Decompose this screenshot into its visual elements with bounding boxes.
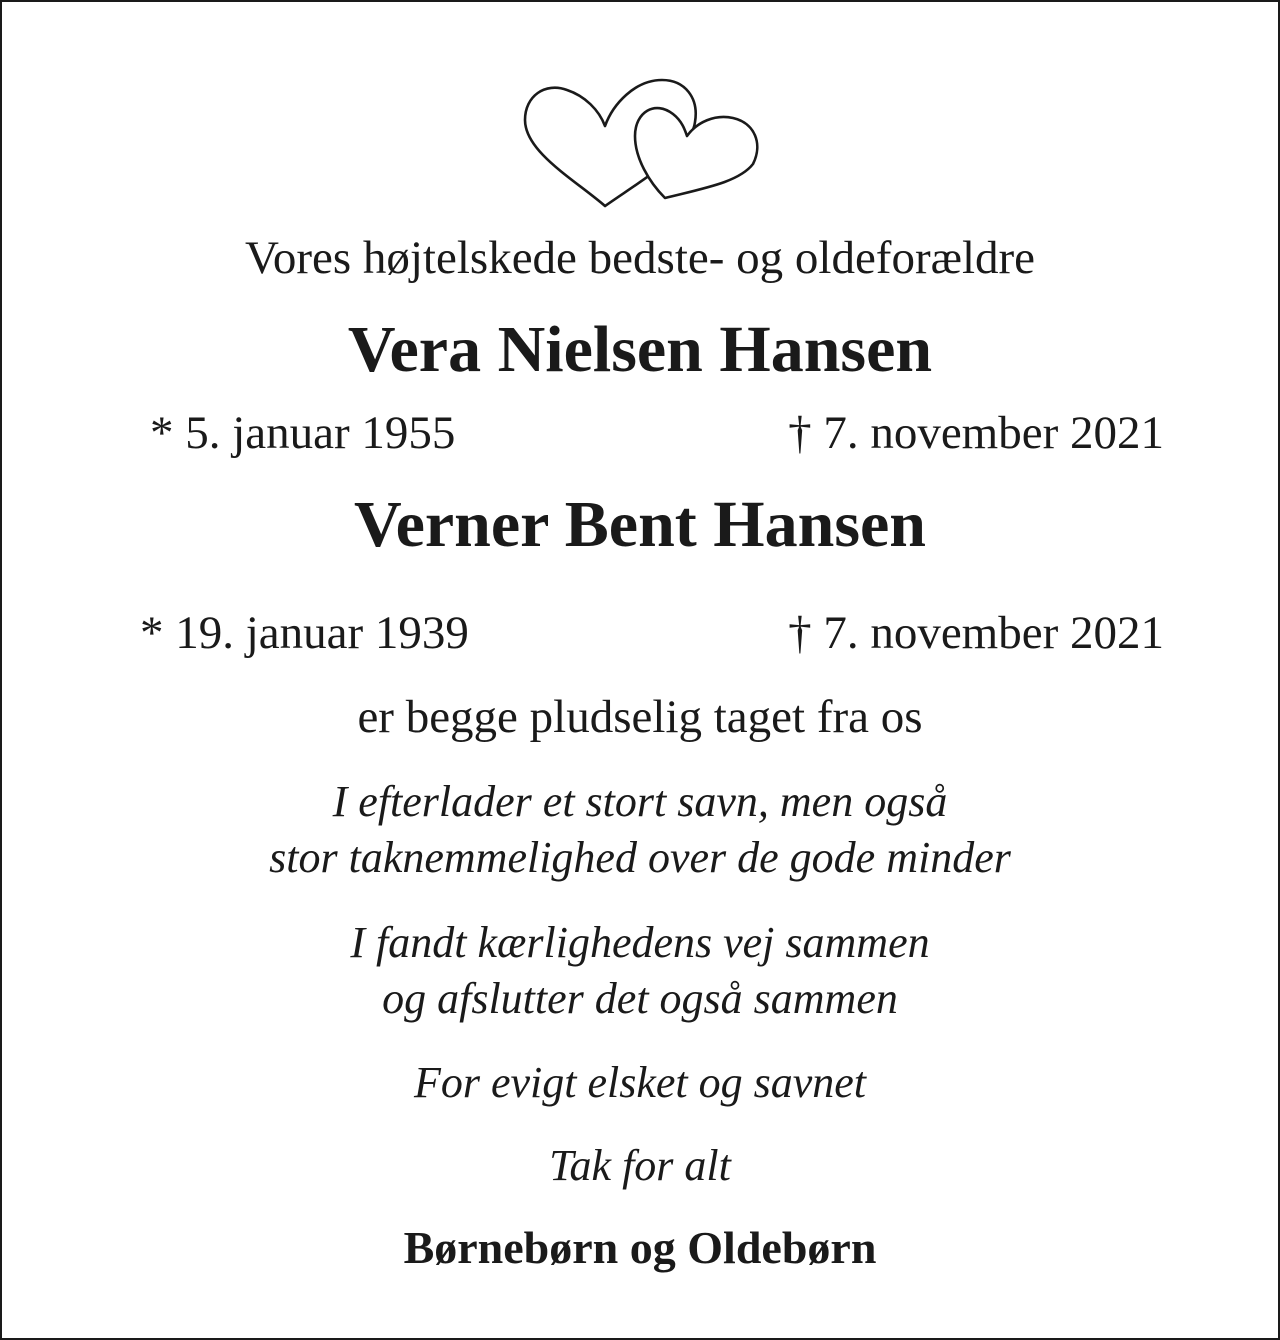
verse-1-line-2: stor taknemmelighed over de gode minder <box>269 833 1011 882</box>
deceased-name-2: Verner Bent Hansen <box>353 488 927 561</box>
verse-4: Tak for alt <box>549 1141 731 1190</box>
verse-2-line-2: og afslutter det også sammen <box>382 974 898 1023</box>
birth-date-1: * 5. januar 1955 <box>150 407 456 459</box>
verse-2-line-1: I fandt kærlighedens vej sammen <box>350 918 930 967</box>
two-hearts-icon <box>517 74 767 214</box>
verse-1-line-1: I efterlader et stort savn, men også <box>332 777 948 826</box>
death-date-1: † 7. november 2021 <box>788 407 1164 459</box>
statement-text: er begge pludselig taget fra os <box>357 691 923 743</box>
intro-text: Vores højtelskede bedste- og oldeforældre <box>244 232 1036 284</box>
birth-date-2: * 19. januar 1939 <box>140 607 469 659</box>
deceased-name-1: Vera Nielsen Hansen <box>347 313 933 386</box>
signature: Børnebørn og Oldebørn <box>403 1222 877 1273</box>
verse-3: For evigt elsket og savnet <box>413 1058 867 1107</box>
death-date-2: † 7. november 2021 <box>788 607 1164 659</box>
